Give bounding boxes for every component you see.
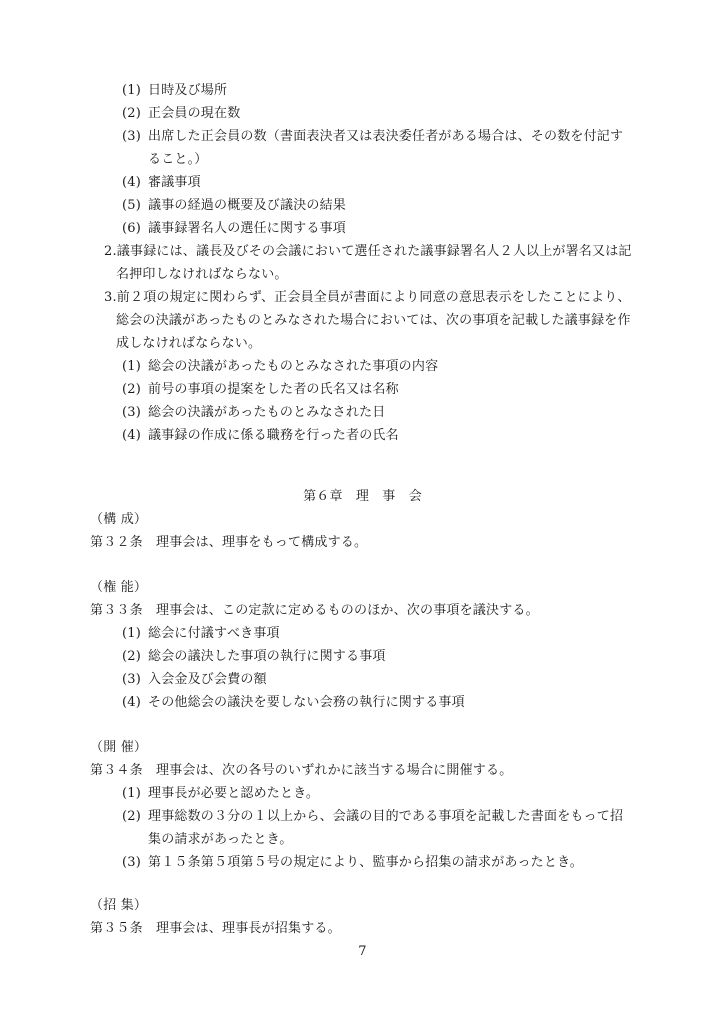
list-item [122,129,623,145]
list-item [122,106,240,122]
list-item-continuation [122,152,208,168]
item-text: 第１５条第５項第５号の規定により、監事から招集の請求があったとき。 [148,855,583,870]
item-text: 総会の決議があったものとみなされた日 [148,405,386,420]
item-number: (5) [122,198,142,213]
item-number: (1) [122,626,142,641]
item-number: (2) [122,809,142,824]
list-item [122,198,346,214]
item-text: 理事長が必要と認めたとき。 [148,786,320,801]
paragraph-line: 2.議事録には、議長及びその会議において選任された議事録署名人２人以上が署名又は記 [104,244,632,259]
item-number: (2) [122,106,142,121]
item-number: (3) [122,855,142,870]
item-number: (4) [122,428,142,443]
paragraph-line: 成しなければならない。 [116,336,262,351]
item-number: (4) [122,175,142,190]
item-number: (6) [122,221,142,236]
list-item [122,809,623,825]
page-number: 7 [358,944,367,959]
paragraph-line: 総会の決議があったものとみなされた場合においては、次の事項を記載した議事録を作 [116,313,631,328]
list-item [122,428,399,444]
article-text: 第３２条 理事会は、理事をもって構成する。 [90,535,368,550]
item-number: (1) [122,359,142,374]
list-item [122,626,280,642]
item-text: 審議事項 [148,175,201,190]
article-heading: （開 催） [90,740,148,755]
item-text: 総会の決議があったものとみなされた事項の内容 [148,359,439,374]
paragraph-line: 名押印しなければならない。 [116,267,288,282]
list-item [122,855,583,871]
item-text: 総会の議決した事項の執行に関する事項 [148,649,386,664]
item-number: (1) [122,786,142,801]
article-text: 第３４条 理事会は、次の各号のいずれかに該当する場合に開催する。 [90,763,513,778]
item-number: (3) [122,129,142,144]
item-text: 出席した正会員の数（書面表決者又は表決委任者がある場合は、その数を付記す [148,129,624,144]
item-text: 集の請求があったとき。 [148,832,293,847]
item-text: 正会員の現在数 [148,106,241,121]
item-number: (1) [122,83,142,98]
list-item [122,83,227,99]
chapter-heading: 第６章 理 事 会 [303,489,422,504]
list-item [122,221,346,237]
item-number: (3) [122,405,142,420]
item-number: (3) [122,672,142,687]
article-text: 第３３条 理事会は、この定款に定めるもののほか、次の事項を議決する。 [90,603,539,618]
item-text: 議事録の作成に係る職務を行った者の氏名 [148,428,399,443]
item-text: 議事録署名人の選任に関する事項 [148,221,347,236]
list-item [122,649,386,665]
paragraph-line: 3.前２項の規定に関わらず、正会員全員が書面により同意の意思表示をしたことにより、 [104,290,631,305]
list-item [122,359,438,375]
item-text: 日時及び場所 [148,83,228,98]
item-text: その他総会の議決を要しない会務の執行に関する事項 [148,695,465,710]
item-number: (4) [122,695,142,710]
item-number: (2) [122,649,142,664]
article-heading: （招 集） [90,898,148,913]
list-item [122,695,465,711]
list-item [122,175,201,191]
list-item [122,405,385,421]
list-item-continuation [122,832,293,848]
list-item [122,382,399,398]
article-heading: （権 能） [90,580,148,595]
article-heading: （構 成） [90,512,148,527]
item-text: 入会金及び会費の額 [148,672,267,687]
list-item [122,786,319,802]
item-text: 総会に付議すべき事項 [148,626,280,641]
item-text: ること。） [148,152,208,167]
list-item [122,672,267,688]
item-text: 議事の経過の概要及び議決の結果 [148,198,347,213]
item-text: 前号の事項の提案をした者の氏名又は名称 [148,382,399,397]
article-text: 第３５条 理事会は、理事長が招集する。 [90,921,341,936]
item-number: (2) [122,382,142,397]
item-text: 理事総数の３分の１以上から、会議の目的である事項を記載した書面をもって招 [148,809,624,824]
